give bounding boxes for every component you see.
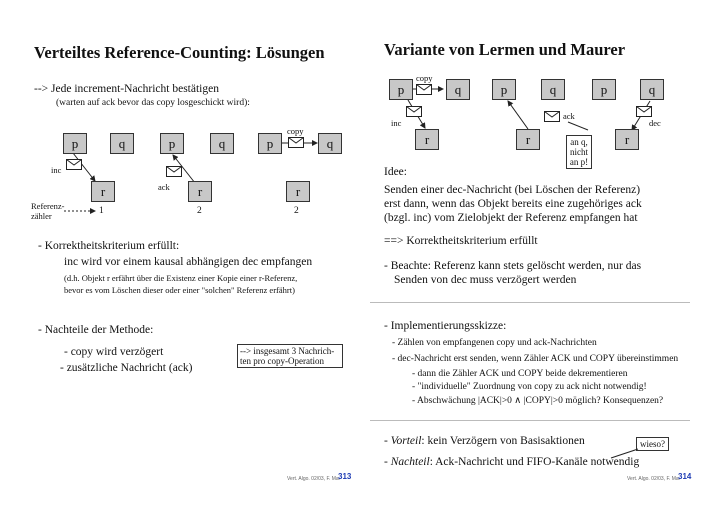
referenz-line2: zähler	[31, 211, 52, 221]
idee-line2: erst dann, wenn das Objekt bereits eine zugehöriges ack	[384, 198, 642, 210]
impl-item-4: - "individuelle" Zuordnung von copy zu ack nicht notwendig!	[412, 382, 647, 392]
intro-sub: (warten auf ack bevor das copy losgeschickt wird):	[56, 98, 250, 108]
beachte-line2: Senden von dec muss verzögert werden	[394, 274, 577, 286]
left-s2-q: q	[210, 133, 234, 154]
right-c2-q: q	[541, 79, 565, 100]
right-c2-p: p	[492, 79, 516, 100]
left-s1-r: r	[91, 181, 115, 202]
left-s3-copy-label: copy	[287, 126, 304, 136]
impl-item-5: - Abschwächung |ACK|>0 ∧ |COPY|>0 möglich? Konsequenzen?	[412, 396, 664, 406]
right-c1-p: p	[389, 79, 413, 100]
left-s3-q: q	[318, 133, 342, 154]
right-c3-p: p	[592, 79, 616, 100]
left-s1-p: p	[63, 133, 87, 154]
nachteil-2: - zusätzliche Nachricht (ack)	[60, 362, 193, 374]
right-c2-r: r	[516, 129, 540, 150]
note-an-q-line3: an p!	[569, 157, 589, 167]
right-dec-label: dec	[649, 118, 661, 128]
vorteil-line: - Vorteil: kein Verzögern von Basisaktionen	[384, 435, 585, 447]
nachteil-text: : Ack-Nachricht und FIFO-Kanäle notwendig	[429, 456, 640, 468]
nachteil-1: - copy wird verzögert	[64, 346, 164, 358]
nachteil-line: - Nachteil: Ack-Nachricht und FIFO-Kanäle notwendig	[384, 456, 640, 468]
impl-item-2: - dec-Nachricht erst senden, wenn Zähler ACK und COPY übereinstimmen	[392, 354, 679, 364]
wieso-note: wieso?	[636, 437, 669, 451]
slide-314-title: Variante von Lermen und Maurer	[384, 40, 626, 59]
korrekt-sub2: bevor es vom Löschen dieser oder einer "solchen" Referenz erfährt)	[64, 285, 295, 295]
left-s1-count: 1	[99, 206, 104, 216]
right-inc-label: inc	[391, 118, 402, 128]
idee-line1: Senden einer dec-Nachricht (bei Löschen der Referenz)	[384, 184, 641, 196]
impl-item-3: - dann die Zähler ACK und COPY beide dekrementieren	[412, 369, 628, 379]
beachte-line1: - Beachte: Referenz kann stets gelöscht werden, nur das	[384, 260, 642, 272]
nachteil-label: Nachteil	[390, 456, 430, 468]
referenz-line1: Referenz-	[31, 201, 65, 211]
right-c1-r: r	[415, 129, 439, 150]
footer-right: Vert. Algo. 02/03, F. Ma.	[627, 476, 681, 482]
korrekt-line: inc wird vor einem kausal abhängigen dec empfangen	[64, 256, 313, 268]
right-c1-q: q	[446, 79, 470, 100]
page-number-313: 313	[338, 472, 352, 481]
left-s2-count: 2	[197, 206, 202, 216]
footer-left: Vert. Algo. 02/03, F. Ma.	[287, 476, 341, 482]
left-s2-ack-label: ack	[158, 182, 170, 192]
korrekt-title: - Korrektheitskriterium erfüllt:	[38, 240, 180, 252]
idee-line3: (bzgl. inc) vom Zielobjekt der Referenz empfangen hat	[384, 212, 638, 224]
left-s1-inc-label: inc	[51, 165, 62, 175]
left-s2-p: p	[160, 133, 184, 154]
left-s2-r: r	[188, 181, 212, 202]
note-an-q-line2: nicht	[570, 147, 588, 157]
right-ack-label: ack	[563, 111, 575, 121]
note-an-q-line1: an q,	[570, 137, 588, 147]
korrekt-sub1: (d.h. Objekt r erfährt über die Existenz einer Kopie einer r-Referenz,	[64, 273, 298, 283]
vorteil-label: Vorteil	[390, 435, 422, 447]
intro-line: --> Jede increment-Nachricht bestätigen	[34, 83, 219, 95]
vorteil-text: : kein Verzögern von Basisaktionen	[421, 435, 585, 447]
idee-label: Idee:	[384, 166, 407, 178]
impl-item-1: - Zählen von empfangenen copy und ack-Nachrichten	[392, 338, 597, 348]
page-number-314: 314	[678, 472, 692, 481]
left-s3-p: p	[258, 133, 282, 154]
note-line1: --> insgesamt 3 Nachrich-	[240, 346, 335, 356]
right-c3-q: q	[640, 79, 664, 100]
right-copy-label: copy	[416, 73, 433, 83]
right-c3-r: r	[615, 129, 639, 150]
right-korrekt: ==> Korrektheitskriterium erfüllt	[384, 235, 538, 247]
impl-title: - Implementierungsskizze:	[384, 320, 507, 332]
nachteile-title: - Nachteile der Methode:	[38, 324, 154, 336]
slide-313-title: Verteiltes Reference-Counting: Lösungen	[34, 43, 325, 62]
left-s3-r: r	[286, 181, 310, 202]
left-s3-count: 2	[294, 206, 299, 216]
left-s1-q: q	[110, 133, 134, 154]
note-line2: ten pro copy-Operation	[240, 356, 324, 366]
